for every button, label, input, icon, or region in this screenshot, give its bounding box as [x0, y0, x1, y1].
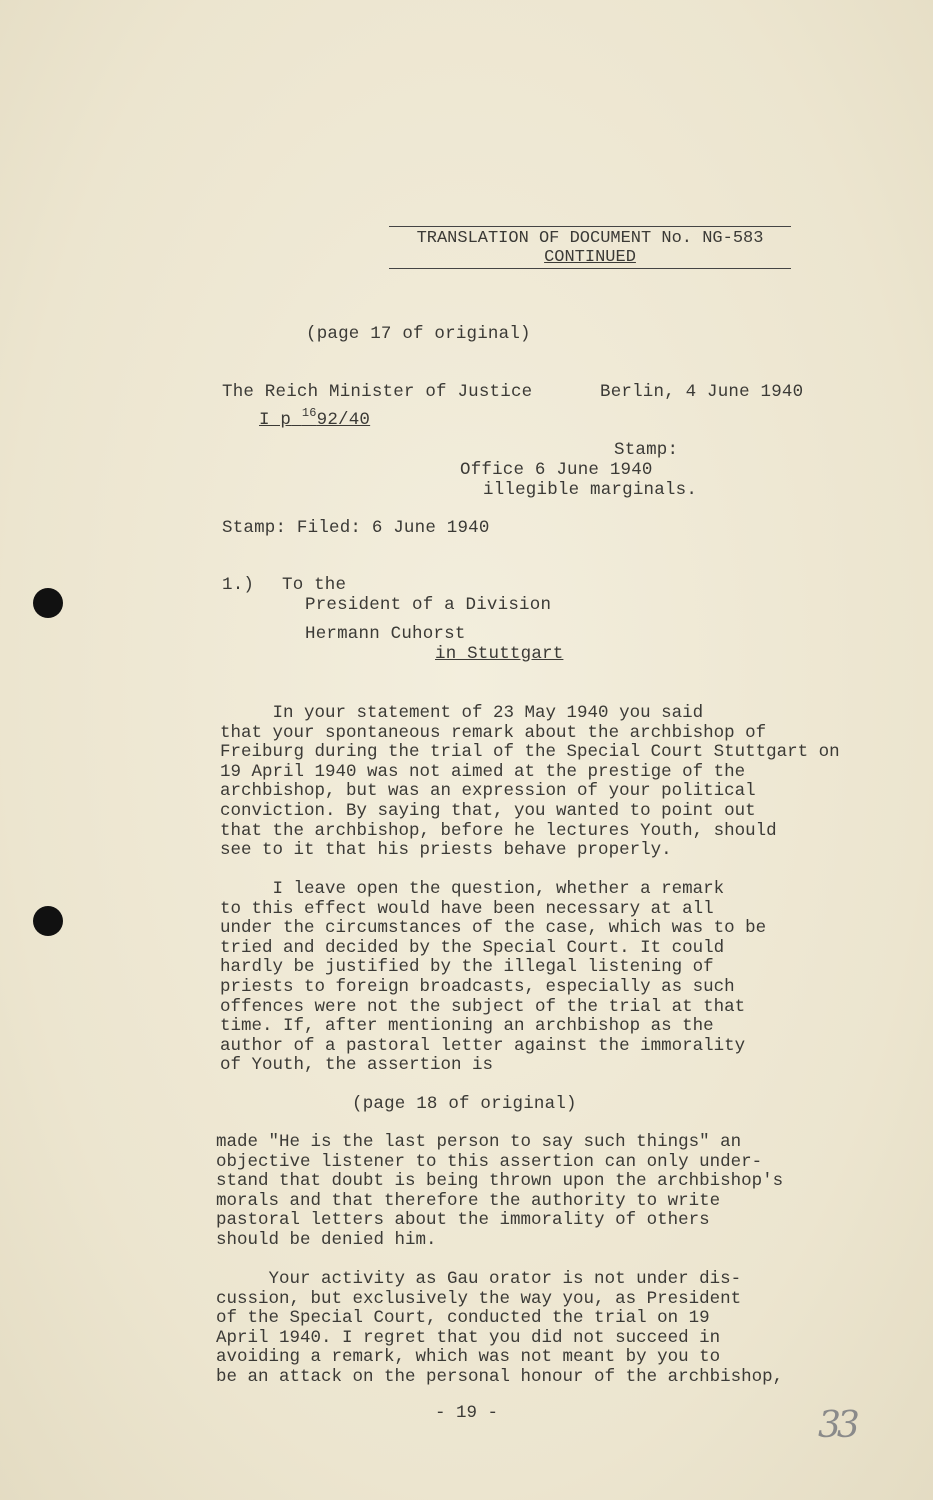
- addressee-name: Hermann Cuhorst: [305, 624, 466, 644]
- punch-hole: [33, 906, 63, 936]
- page-reference: (page 18 of original): [352, 1094, 577, 1114]
- header-title: TRANSLATION OF DOCUMENT No. NG-583: [416, 229, 764, 248]
- paragraph-1: In your statement of 23 May 1940 you said that your spontaneous remark about the archbishop of Freiburg during the trial of the Special Court Stuttgart on 19 April 1940 was not aimed at the prestige of the archbishop, but was an expression of your political conviction. By saying that, you wanted to point out that the archbishop, before he lectures Youth, should see to it that his priests behave properly.: [220, 703, 840, 861]
- addressee-line1: To the: [282, 575, 347, 595]
- page-number: - 19 -: [434, 1403, 498, 1423]
- addressee-place: in Stuttgart: [435, 644, 564, 664]
- stamp-marginals: illegible marginals.: [483, 480, 698, 500]
- document-header: [389, 226, 791, 269]
- punch-hole: [33, 588, 63, 618]
- page-reference: (page 17 of original): [306, 324, 531, 344]
- stamp-filed: Stamp: Filed: 6 June 1940: [222, 518, 490, 538]
- file-reference: I p $^{16}$92/40: [259, 406, 371, 430]
- header-continued: CONTINUED: [544, 248, 636, 267]
- stamp-label: Stamp:: [614, 440, 679, 460]
- paragraph-4: Your activity as Gau orator is not under dis- cussion, but exclusively the way you, as President of the Special Court, conducted the trial on 19 April 1940. I regret that you did not succeed in avoiding a remark, which was not meant by you to be an attack on the personal honour of the archbishop,: [216, 1269, 784, 1387]
- paragraph-3: made "He is the last person to say such things" an objective listener to this assertion can only under- stand that doubt is being thrown upon the archbishop's morals and that therefore the authority to write pastoral letters about the immorality of others should be denied him.: [216, 1132, 784, 1250]
- handwritten-page-number: 33: [818, 1405, 856, 1446]
- sender: The Reich Minister of Justice: [222, 382, 533, 402]
- addressee-number: 1.): [222, 575, 255, 595]
- stamp-office-date: Office 6 June 1940: [460, 460, 653, 480]
- paragraph-2: I leave open the question, whether a remark to this effect would have been necessary at all under the circumstances of the case, which was to be tried and decided by the Special Court. It could hardly be justified by the illegal listening of priests to foreign broadcasts, especially as such offences were not the subject of the trial at that time. If, after mentioning an archbishop as the author of a pastoral letter against the immorality of Youth, the assertion is: [220, 879, 767, 1076]
- addressee-line2: President of a Division: [305, 595, 552, 615]
- place-date: Berlin, 4 June 1940: [600, 382, 804, 402]
